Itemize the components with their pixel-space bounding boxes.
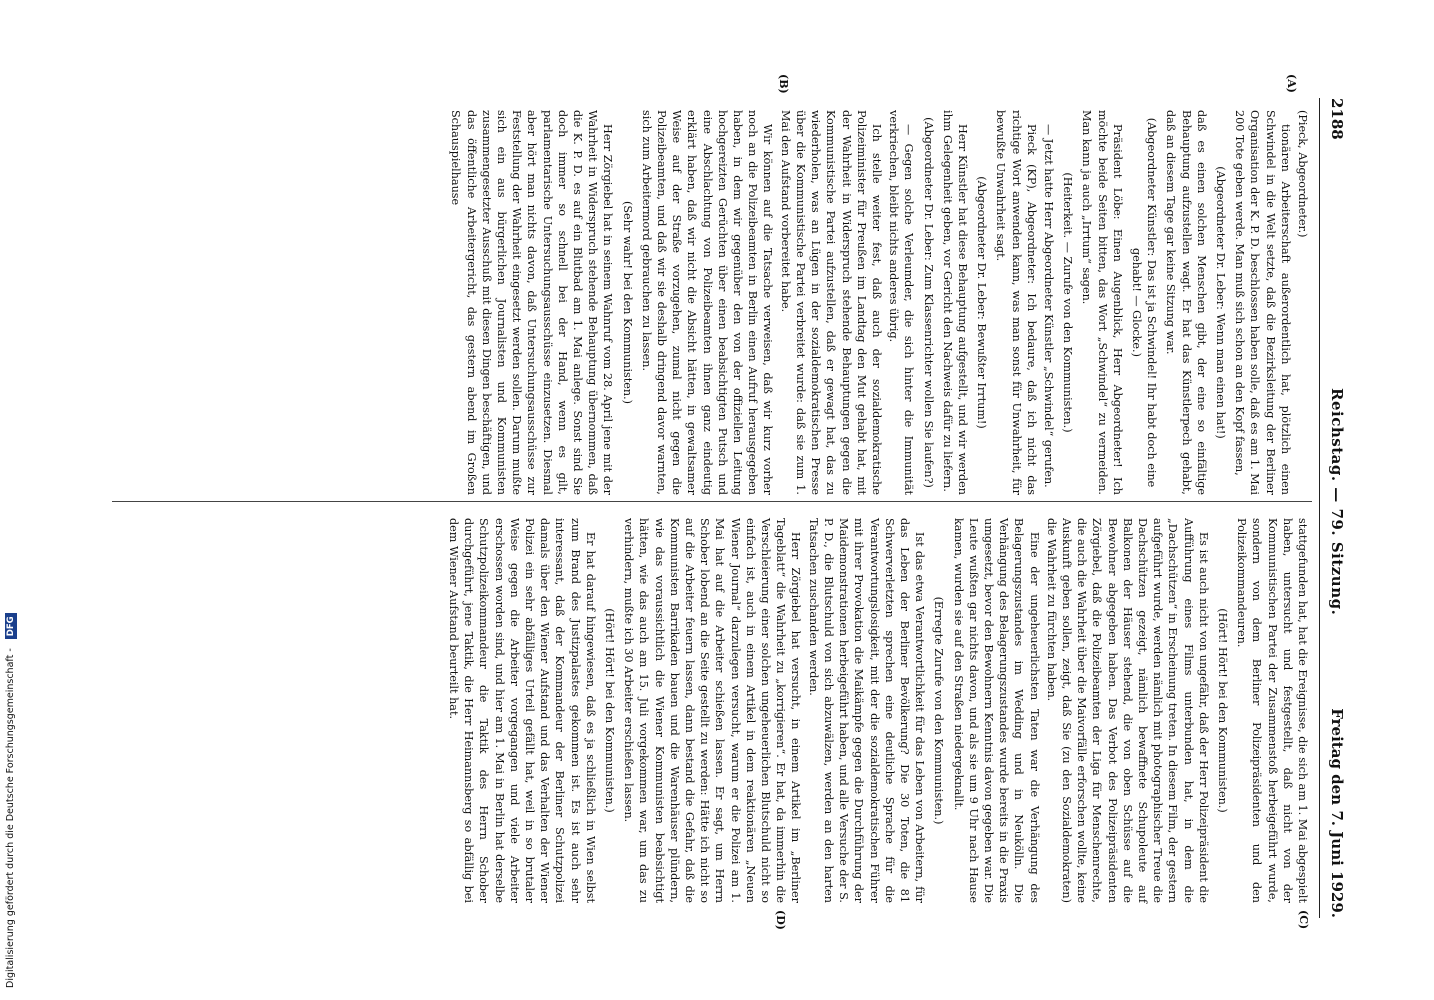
interjection: (Abgeordneter Dr. Leber: Bewußter Irrtum!): [975, 176, 989, 429]
paragraph: Ich stelle weiter fest, daß auch der sozialdemokratische Polizeiminister für Preußen im Landtag den Mut gehabt hat, mit der Wahrheit in Widerspruch stehende Behauptungen gegen die Kommunistische Partei aufzustellen, daß er gewagt hat, das zu wiederholen, was an Lügen in der sozialdemokratischen Presse über die Kommunistische Partei verbreitet wurde: daß sie zum 1. Mai den Aufstand vorbereitet habe.: [778, 110, 883, 495]
column-divider: [112, 501, 1312, 502]
session-date: Freitag den 7. Juni 1929.: [1328, 708, 1346, 918]
session-title: Reichstag. — 79. Sitzung.: [1328, 388, 1346, 616]
speaker-paragraph: Pieck (KP), Abgeordneter: Ich bedaure, daß ich nicht das richtige Wort anwenden kann, was man sonst für Unwahrheit, für bewußte Unwahrheit sagt.: [994, 110, 1038, 495]
paragraph: daß es einen solchen Menschen gibt, der eine so einfältige Behauptung aufzustellen wagt. Er hat das Künstlerpech gehabt, daß an diesem Tage gar keine Sitzung war.: [1164, 110, 1208, 495]
margin-marker-a: (A): [1285, 74, 1298, 93]
right-column: [444, 518, 1310, 903]
page-header: [1324, 98, 1350, 918]
paragraph: — Jetzt hatte Herr Abgeordneter Künstler „Schwindel“ gerufen.: [1041, 124, 1055, 488]
interjection: (Hört! Hört! bei den Kommunisten.): [1215, 608, 1229, 813]
paragraph: Er hat darauf hingewiesen, daß es ja schließlich in Wien selbst zum Brand des Justizpalastes gekommen ist. Es ist auch sehr interessant, daß der Kommandeur der Berliner Schutzpolizei damals über den Wiener Aufstand und das Verhalten der Wiener Polizei ein sehr abfälliges Urteil gefällt hat, weil in so brutaler Weise gegen die Arbeiter vorgegangen und viele Arbeiter erschossen worden sind, und hier am 1. Mai in Berlin hat derselbe Schutzpolizeikommandeur die Taktik des Herrn Schober durchgeführt, jene Taktik, die Herr Heimannsberg so abfällig bei dem Wiener Aufstand beurteilt hat.: [447, 518, 597, 903]
paragraph: Herr Künstler hat diese Behauptung aufgestellt, und wir werden ihm Gelegenheit geben, vor Gericht den Nachweis dafür zu liefern.: [940, 110, 969, 495]
interjection: (Abgeordneter Dr. Leber: Wenn man einen hat!): [1213, 166, 1227, 439]
interjection: (Sehr wahr! bei den Kommunisten.): [620, 200, 634, 405]
rotated-page: [105, 74, 1350, 930]
margin-marker-c: (C): [1297, 910, 1310, 930]
left-column: [446, 110, 1310, 495]
paragraph: Es ist auch nicht von ungefähr, daß der Herr Polizeipräsident die Aufführung eines Films unterbunden hat, in dem die „Dachschützen“ in Erscheinung treten. In diesem Film, der gestern aufgeführt wurde, werden nämlich mit photographischer Treue die Dachschützen gezeigt, nämlich bewaffnete Schupoleute auf Balkonen der Häuser stehend, die von oben Schüsse auf die Bewohner abgegeben haben. Das Verbot des Polizeipräsidenten Zörgiebel, daß die Polizeibeamten der Liga für Menschenrechte, die auch die Wahrheit über die Maivorfälle erforschen wollte, keine Auskunft geben sollen, zeigt, daß Sie (zu den Sozialdemokraten) die Wahrheit zu fürchten haben.: [1044, 518, 1210, 903]
margin-marker-d: (D): [774, 910, 787, 930]
page-number: 2188: [1328, 98, 1346, 140]
margin-marker-b: (B): [777, 74, 790, 94]
interjection: (Hört! Hört! bei den Kommunisten.): [603, 608, 617, 813]
interjection: (Abgeordneter Dr. Leber: Zum Klassenrichter wollen Sie laufen?): [921, 117, 935, 488]
interjection: (Erregte Zurufe von den Kommunisten.): [932, 596, 946, 825]
paragraph: Eine der ungeheuerlichsten Taten war die Verhängung des Belagerungszustandes im Wedding und in Neukölln. Die Verhängung des Belagerungszustandes wurde bereits in die Praxis umgesetzt, bevor den Bewohnern Kenntnis davon gegeben war. Die Leute wußten gar nichts davon, und als sie um 9 Uhr nach Hause kamen, wurden sie auf den Straßen niedergeknallt.: [951, 518, 1041, 903]
paragraph: — Gegen solche Verleumder, die sich hinter die Immunität verkriechen, bleibt nichts anderes übrig.: [887, 110, 916, 495]
paragraph: Herr Zörgiebel hat versucht, in einem Artikel im „Berliner Tageblatt“ die Wahrheit zu „korrigieren“. Er hat, da immerhin die Verschleierung einer solchen ungeheuerlichen Blutschuld nicht so einfach ist, auch in einem Artikel in dem reaktionären „Neuen Wiener Journal“ darzulegen versucht, warum er die Polizei am 1. Mai hat auf die Arbeiter schießen lassen. Er sagt, um Herrn Schober lobend an die Seite gestellt zu werden: Hätte ich nicht so auf die Arbeiter feuern lassen, dann bestand die Gefahr, daß die Kommunisten Barrikaden bauen und die Warenhäuser plündern, wie das voraussichtlich die Wiener Kommunisten beabsichtigt hätten, wie das auch am 15. Juli vorgekommen war, um das zu verhindern, mußte ich 30 Arbeiter erschießen lassen.: [622, 518, 803, 903]
paragraph: stattgefunden hat, hat die Ereignisse, die sich am 1. Mai abgespielt haben, untersucht und festgestellt, daß nicht von der Kommunistischen Partei der Zusammenstoß herbeigeführt wurde, sondern von dem Berliner Polizeipräsidenten und den Polizeikommandeuren.: [1235, 518, 1309, 903]
header-rule: [1319, 98, 1320, 918]
speaker-continuation: (Pieck, Abgeordneter.): [1296, 110, 1309, 238]
interjection: (Abgeordneter Künstler: Das ist ja Schwindel! Ihr habt doch eine gehabt! — Glocke.): [1129, 117, 1159, 488]
digitization-footer: [2, 0, 20, 1000]
paragraph: tionären Arbeiterschaft außerordentlich hat, plötzlich einen Schwindel in die Welt setzte, daß die Bezirksleitung der Berliner Organisation der K. P. D. beschlossen haben solle, daß es am 1. Mai 200 Tote geben werde. Man muß sich schon an den Kopf fassen,: [1233, 110, 1292, 495]
footer-text: Digitalisierung gefördert durch die Deutsche Forschungsgemeinschaft -: [5, 648, 16, 988]
paragraph: Ist das etwa Verantwortlichkeit für das Leben von Arbeitern, für das Leben der Berliner Bevölkerung? Die 30 Toten, die 81 Schwerverletzten sprechen eine deutliche Sprache für die Verantwortungslosigkeit, mit der die sozialdemokratischen Führer mit ihrer Provokation die Maikämpfe gegen die Durchführung der Maidemonstrationen herbeigeführt haben, und alle Versuche der S. P. D., die Blutschuld von sich abzuwälzen, werden an den harten Tatsachen zuschanden werden.: [806, 518, 927, 903]
paragraph: Wir können auf die Tatsache verweisen, daß wir kurz vorher noch an die Polizeibeamten in Berlin einen Aufruf herausgegeben haben, in dem wir gegenüber den von der offiziellen Leitung hochgereizten Gerüchten über einen beabsichtigten Putsch und eine Abschlachtung von Polizeibeamten ihnen ganz eindeutig erklärt haben, daß wir nicht die Absicht hätten, in gewaltsamer Weise auf der Straße vorzugehen, zumal nicht gegen die Polizeibeamten, und daß wir sie deshalb dringend davor warnten, sich zum Arbeitermord gebrauchen zu lassen.: [639, 110, 775, 495]
dfg-logo: DFG: [5, 613, 17, 639]
interjection: (Heiterkeit. — Zurufe von den Kommunisten.): [1061, 172, 1075, 433]
paragraph: Herr Zörgiebel hat in seinem Wahnruf vom 28. April jene mit der Wahrheit in Widerspruch stehende Behauptung übernommen, daß die K. P. D. es auf ein Blutbad am 1. Mai anlege. Sonst sind Sie doch immer so schnell bei der Hand, wenn es gilt, parlamentarische Untersuchungsausschüsse einzusetzen. Diesmal aber hört man nichts davon, daß Untersuchungsausschüsse zur Feststellung der Wahrheit eingesetzt werden sollen. Darum mußte sich ein aus bürgerlichen Journalisten und Kommunisten zusammengesetzter Ausschuß mit diesen Dingen beschäftigen, und das öffentliche Arbeitergericht, das gestern abend im Großen Schauspielhause: [449, 110, 615, 495]
president-remark: Präsident Löbe: Einen Augenblick, Herr Abgeordneter! Ich möchte beide Seiten bitten, das Wort „Schwindel“ zu vermeiden. Man kann ja auch „Irrtum“ sagen.: [1080, 110, 1124, 495]
